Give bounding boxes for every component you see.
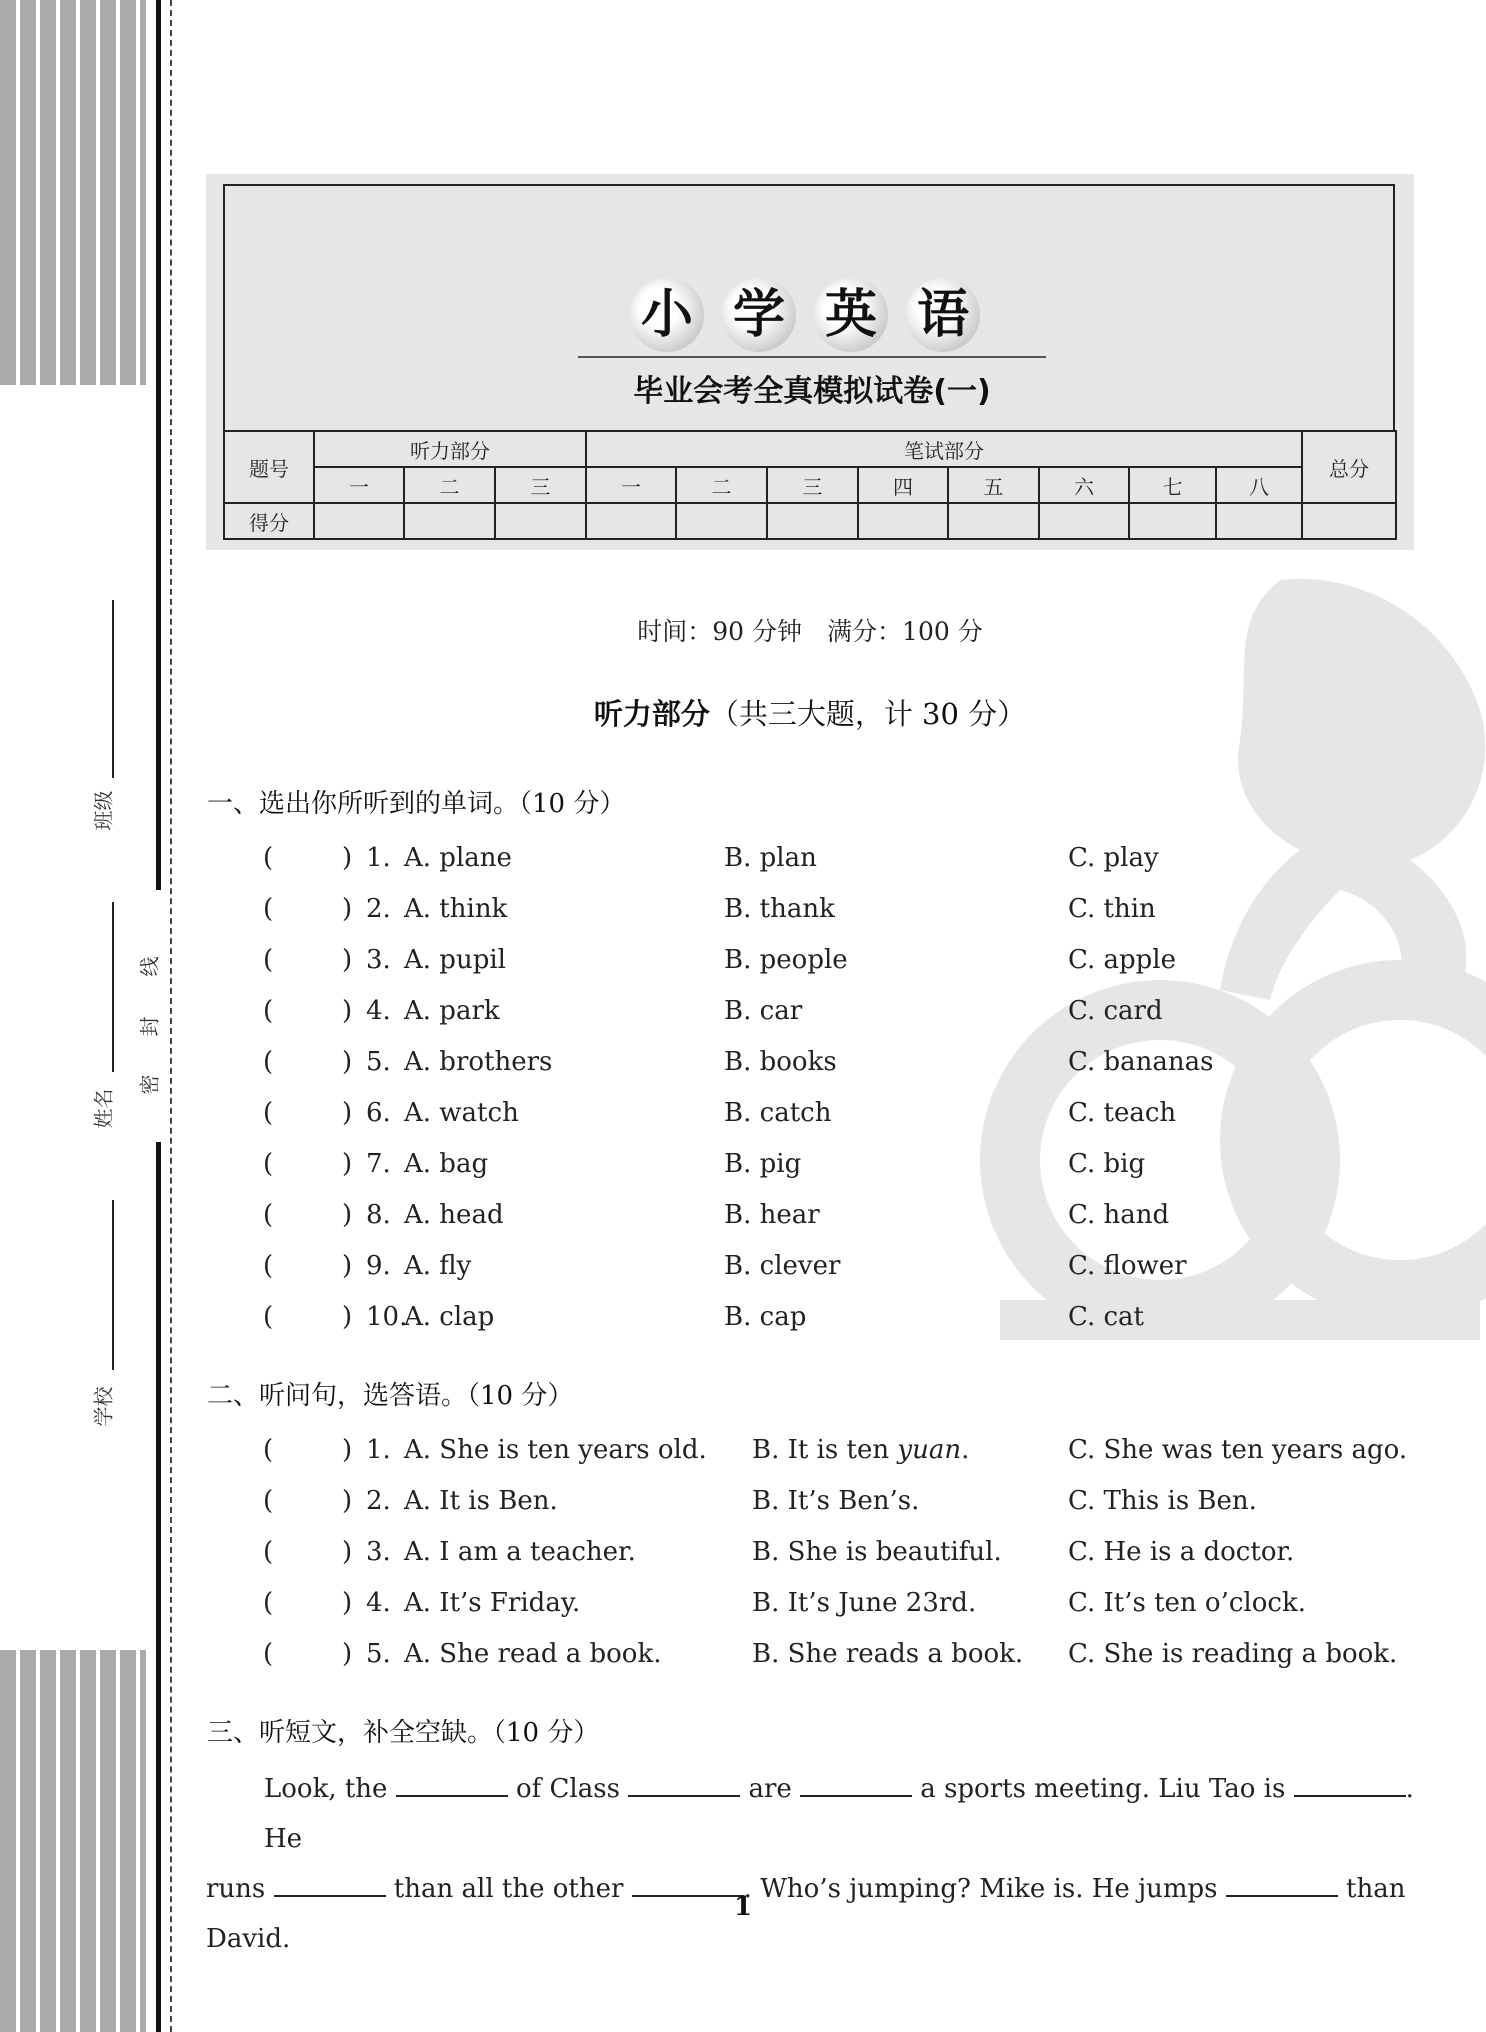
- answer-paren-open[interactable]: (: [263, 1200, 274, 1230]
- option-b: B. cap: [724, 1302, 807, 1332]
- option-c: C. She was ten years ago.: [1068, 1435, 1408, 1465]
- option-a: A. It’s Friday.: [404, 1588, 581, 1618]
- section-points: （10 分）: [493, 1718, 600, 1748]
- answer-paren-open[interactable]: (: [263, 894, 274, 924]
- answer-paren-close: ): [342, 1047, 353, 1077]
- school-fill-line: [112, 1200, 114, 1370]
- option-b: B. plan: [724, 843, 817, 873]
- answer-paren-open[interactable]: (: [263, 1251, 274, 1281]
- score-cell: [1039, 503, 1129, 539]
- option-b-text: .: [961, 1435, 970, 1465]
- answer-paren-close: ): [342, 1149, 353, 1179]
- passage-text: are: [748, 1774, 792, 1804]
- score-table: [223, 430, 1397, 540]
- option-b: B. car: [724, 996, 803, 1026]
- cut-line: [170, 0, 172, 2032]
- listening-header: 听力部分: [314, 431, 586, 467]
- title-char: 小: [630, 278, 704, 352]
- answer-paren-close: ): [342, 1639, 353, 1669]
- exam-subtitle: 毕业会考全真模拟试卷(一): [633, 374, 991, 409]
- name-fill-line: [112, 902, 114, 1072]
- option-a: A. plane: [404, 843, 512, 873]
- page-title: [630, 278, 980, 352]
- row-label: 题号: [224, 431, 314, 503]
- answer-blank[interactable]: [628, 1773, 740, 1797]
- option-a: A. clap: [404, 1302, 495, 1332]
- answer-paren-open[interactable]: (: [263, 843, 274, 873]
- col-header: 四: [858, 467, 948, 503]
- question-number: 10.: [366, 1302, 408, 1332]
- part-title: 听力部分: [593, 697, 710, 731]
- question-number: 3.: [366, 1537, 391, 1567]
- option-b-italic: yuan: [897, 1435, 962, 1465]
- passage-text: than David.: [206, 1874, 1406, 1954]
- col-header: 七: [1129, 467, 1216, 503]
- option-c: C. It’s ten o’clock.: [1068, 1588, 1306, 1618]
- score-cell: [404, 503, 495, 539]
- option-a: A. I am a teacher.: [404, 1537, 636, 1567]
- option-c: C. hand: [1068, 1200, 1170, 1230]
- answer-blank[interactable]: [1294, 1773, 1406, 1797]
- seal-char-seal: 封: [137, 1016, 162, 1037]
- passage-text: of Class: [515, 1774, 620, 1804]
- passage-text: runs: [206, 1874, 266, 1904]
- score-cell: [948, 503, 1039, 539]
- question-number: 5.: [366, 1047, 391, 1077]
- class-label: 班级: [91, 790, 116, 831]
- writing-header: 笔试部分: [586, 431, 1302, 467]
- col-header: 一: [586, 467, 676, 503]
- option-c: C. He is a doctor.: [1068, 1537, 1295, 1567]
- question-number: 3.: [366, 945, 391, 975]
- section-points: （10 分）: [467, 1381, 574, 1411]
- answer-paren-close: ): [342, 1098, 353, 1128]
- option-b: B. She reads a book.: [752, 1639, 1024, 1669]
- binding-stripes-top: [0, 0, 146, 385]
- answer-blank[interactable]: [800, 1773, 912, 1797]
- answer-paren-open[interactable]: (: [263, 1639, 274, 1669]
- option-a: A. think: [404, 894, 508, 924]
- option-c: C. apple: [1068, 945, 1176, 975]
- answer-paren-close: ): [342, 894, 353, 924]
- answer-paren-open[interactable]: (: [263, 1486, 274, 1516]
- total-header: 总分: [1302, 431, 1396, 503]
- title-char: 语: [906, 278, 980, 352]
- option-a: A. She read a book.: [404, 1639, 662, 1669]
- passage: [206, 1764, 1414, 1964]
- score-cell: [586, 503, 676, 539]
- option-a: A. pupil: [404, 945, 506, 975]
- option-c: C. card: [1068, 996, 1163, 1026]
- logo-watermark: [980, 560, 1486, 1380]
- page-number: 1: [733, 1892, 753, 1922]
- answer-paren-close: ): [342, 945, 353, 975]
- option-c: C. flower: [1068, 1251, 1187, 1281]
- part-note: （共三大题，计 30 分）: [709, 697, 1027, 731]
- answer-paren-close: ): [342, 1486, 353, 1516]
- answer-paren-close: ): [342, 1251, 353, 1281]
- score-cell: [767, 503, 858, 539]
- question-number: 9.: [366, 1251, 391, 1281]
- answer-paren-open[interactable]: (: [263, 996, 274, 1026]
- passage-line-1: [206, 1764, 1414, 1864]
- answer-paren-close: ): [342, 1302, 353, 1332]
- score-cell: [1129, 503, 1216, 539]
- option-a: A. brothers: [404, 1047, 553, 1077]
- col-header: 六: [1039, 467, 1129, 503]
- option-b: [752, 1435, 969, 1465]
- option-c: C. She is reading a book.: [1068, 1639, 1398, 1669]
- seal-char-secret: 密: [137, 1074, 162, 1095]
- option-b: B. hear: [724, 1200, 820, 1230]
- question-number: 1.: [366, 1435, 391, 1465]
- question-number: 4.: [366, 996, 391, 1026]
- option-b: B. pig: [724, 1149, 802, 1179]
- option-a: A. It is Ben.: [404, 1486, 558, 1516]
- section-3-title: [207, 1712, 599, 1749]
- answer-paren-close: ): [342, 1200, 353, 1230]
- answer-paren-open[interactable]: (: [263, 1435, 274, 1465]
- question-number: 2.: [366, 894, 391, 924]
- passage-text: than all the other: [393, 1874, 624, 1904]
- school-label: 学校: [91, 1386, 116, 1427]
- class-fill-line: [112, 600, 114, 778]
- passage-text: . Who’s jumping? Mike is. He jumps: [743, 1874, 1218, 1904]
- seal-char-line: 线: [137, 956, 162, 977]
- score-row-label: 得分: [224, 503, 314, 539]
- question-number: 6.: [366, 1098, 391, 1128]
- answer-paren-close: ): [342, 843, 353, 873]
- question-number: 7.: [366, 1149, 391, 1179]
- col-header: 一: [314, 467, 404, 503]
- answer-paren-close: ): [342, 1435, 353, 1465]
- option-a: A. She is ten years old.: [404, 1435, 707, 1465]
- passage-text: . He: [264, 1774, 1414, 1854]
- answer-paren-close: ): [342, 996, 353, 1026]
- answer-paren-close: ): [342, 1588, 353, 1618]
- col-header: 二: [404, 467, 495, 503]
- question-number: 2.: [366, 1486, 391, 1516]
- option-c: C. This is Ben.: [1068, 1486, 1257, 1516]
- answer-paren-close: ): [342, 1537, 353, 1567]
- score-cell: [495, 503, 586, 539]
- answer-blank[interactable]: [396, 1773, 508, 1797]
- score-cell: [1302, 503, 1396, 539]
- section-points: （10 分）: [519, 789, 626, 819]
- exam-meta: 时间：90 分钟 满分：100 分: [637, 617, 983, 646]
- section-2-title: [207, 1375, 573, 1412]
- score-cell: [314, 503, 404, 539]
- section-title-text: 三、听短文，补全空缺。: [207, 1718, 494, 1748]
- answer-paren-open[interactable]: (: [263, 1588, 274, 1618]
- option-c: C. play: [1068, 843, 1159, 873]
- name-label: 姓名: [91, 1088, 116, 1129]
- answer-paren-open[interactable]: (: [263, 1537, 274, 1567]
- question-number: 8.: [366, 1200, 391, 1230]
- answer-paren-open[interactable]: (: [263, 1047, 274, 1077]
- option-b: B. catch: [724, 1098, 832, 1128]
- title-char: 英: [814, 278, 888, 352]
- question-number: 1.: [366, 843, 391, 873]
- option-c: C. big: [1068, 1149, 1146, 1179]
- option-b: B. books: [724, 1047, 837, 1077]
- col-header: 三: [495, 467, 586, 503]
- option-b-text: B. It is ten: [752, 1435, 898, 1465]
- section-title-text: 二、听问句，选答语。: [207, 1381, 468, 1411]
- option-b: B. thank: [724, 894, 835, 924]
- score-cell: [676, 503, 767, 539]
- option-a: A. park: [404, 996, 500, 1026]
- option-a: A. fly: [404, 1251, 472, 1281]
- col-header: 八: [1216, 467, 1302, 503]
- passage-text: a sports meeting. Liu Tao is: [920, 1774, 1286, 1804]
- binding-line-top: [156, 0, 161, 890]
- score-cell: [858, 503, 948, 539]
- option-b: B. She is beautiful.: [752, 1537, 1002, 1567]
- part-heading: [206, 692, 1414, 733]
- question-number: 5.: [366, 1639, 391, 1669]
- option-a: A. bag: [404, 1149, 489, 1179]
- option-a: A. head: [404, 1200, 504, 1230]
- col-header: 五: [948, 467, 1039, 503]
- score-cell: [1216, 503, 1302, 539]
- option-c: C. cat: [1068, 1302, 1145, 1332]
- question-number: 4.: [366, 1588, 391, 1618]
- passage-text: Look, the: [264, 1774, 388, 1804]
- binding-stripes-bottom: [0, 1650, 146, 2032]
- section-1-title: [207, 783, 625, 820]
- option-b: B. It’s Ben’s.: [752, 1486, 920, 1516]
- title-divider: [578, 356, 1046, 358]
- section-title-text: 一、选出你所听到的单词。: [207, 789, 520, 819]
- answer-paren-open[interactable]: (: [263, 945, 274, 975]
- answer-paren-open[interactable]: (: [263, 1149, 274, 1179]
- title-char: 学: [722, 278, 796, 352]
- option-c: C. bananas: [1068, 1047, 1214, 1077]
- option-a: A. watch: [404, 1098, 519, 1128]
- answer-paren-open[interactable]: (: [263, 1098, 274, 1128]
- col-header: 三: [767, 467, 858, 503]
- option-b: B. clever: [724, 1251, 841, 1281]
- answer-paren-open[interactable]: (: [263, 1302, 274, 1332]
- col-header: 二: [676, 467, 767, 503]
- option-c: C. thin: [1068, 894, 1156, 924]
- option-b: B. It’s June 23rd.: [752, 1588, 977, 1618]
- option-c: C. teach: [1068, 1098, 1177, 1128]
- option-b: B. people: [724, 945, 848, 975]
